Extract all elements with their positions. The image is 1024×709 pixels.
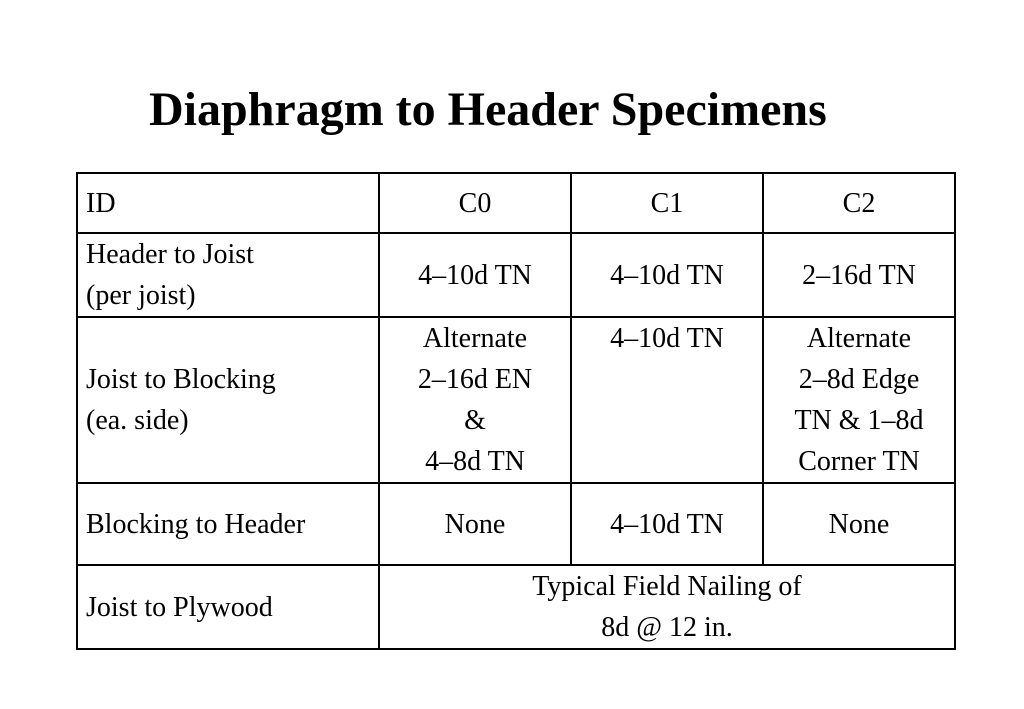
cell-header-to-joist-c2: 2–16d TN xyxy=(763,233,955,317)
row-label-joist-to-blocking xyxy=(77,317,379,483)
cell-line: Alternate xyxy=(422,323,528,354)
row-label-line: Joist to Blocking xyxy=(86,364,276,395)
row-label-header-to-joist xyxy=(77,233,379,317)
column-header-c2: C2 xyxy=(763,173,955,233)
cell-joist-to-blocking-c1: 4–10d TN xyxy=(571,317,763,483)
cell-line: Typical Field Nailing of xyxy=(532,571,802,602)
cell-line: Corner TN xyxy=(798,446,920,477)
cell-header-to-joist-c0: 4–10d TN xyxy=(379,233,571,317)
row-label-line: Header to Joist xyxy=(86,239,254,270)
cell-header-to-joist-c1: 4–10d TN xyxy=(571,233,763,317)
cell-line: 4–8d TN xyxy=(425,446,525,477)
cell-line: 2–8d Edge xyxy=(798,364,920,395)
row-label-joist-to-plywood: Joist to Plywood xyxy=(77,565,379,649)
row-label-blocking-to-header: Blocking to Header xyxy=(77,483,379,565)
table-row-joist-to-plywood xyxy=(77,565,955,649)
table-row-header-to-joist xyxy=(77,233,955,317)
row-label-line: (per joist) xyxy=(86,280,196,311)
row-label-line: (ea. side) xyxy=(86,405,189,436)
cell-joist-to-blocking-c2 xyxy=(763,317,955,483)
cell-joist-to-blocking-c0 xyxy=(379,317,571,483)
column-header-c0: C0 xyxy=(379,173,571,233)
cell-line: TN & 1–8d xyxy=(794,405,924,436)
cell-line: & xyxy=(464,405,486,436)
cell-blocking-to-header-c1: 4–10d TN xyxy=(571,483,763,565)
page-title: Diaphragm to Header Specimens xyxy=(149,83,827,136)
cell-blocking-to-header-c2: None xyxy=(763,483,955,565)
cell-line: Alternate xyxy=(806,323,912,354)
specimen-table xyxy=(76,172,956,650)
column-header-c1: C1 xyxy=(571,173,763,233)
table-row-joist-to-blocking xyxy=(77,317,955,483)
table-header-row xyxy=(77,173,955,233)
cell-joist-to-plywood-merged xyxy=(379,565,955,649)
cell-blocking-to-header-c0: None xyxy=(379,483,571,565)
cell-line: 2–16d EN xyxy=(417,364,533,395)
cell-line: 8d @ 12 in. xyxy=(601,612,733,643)
table-row-blocking-to-header xyxy=(77,483,955,565)
id-header-cell: ID xyxy=(77,173,379,233)
